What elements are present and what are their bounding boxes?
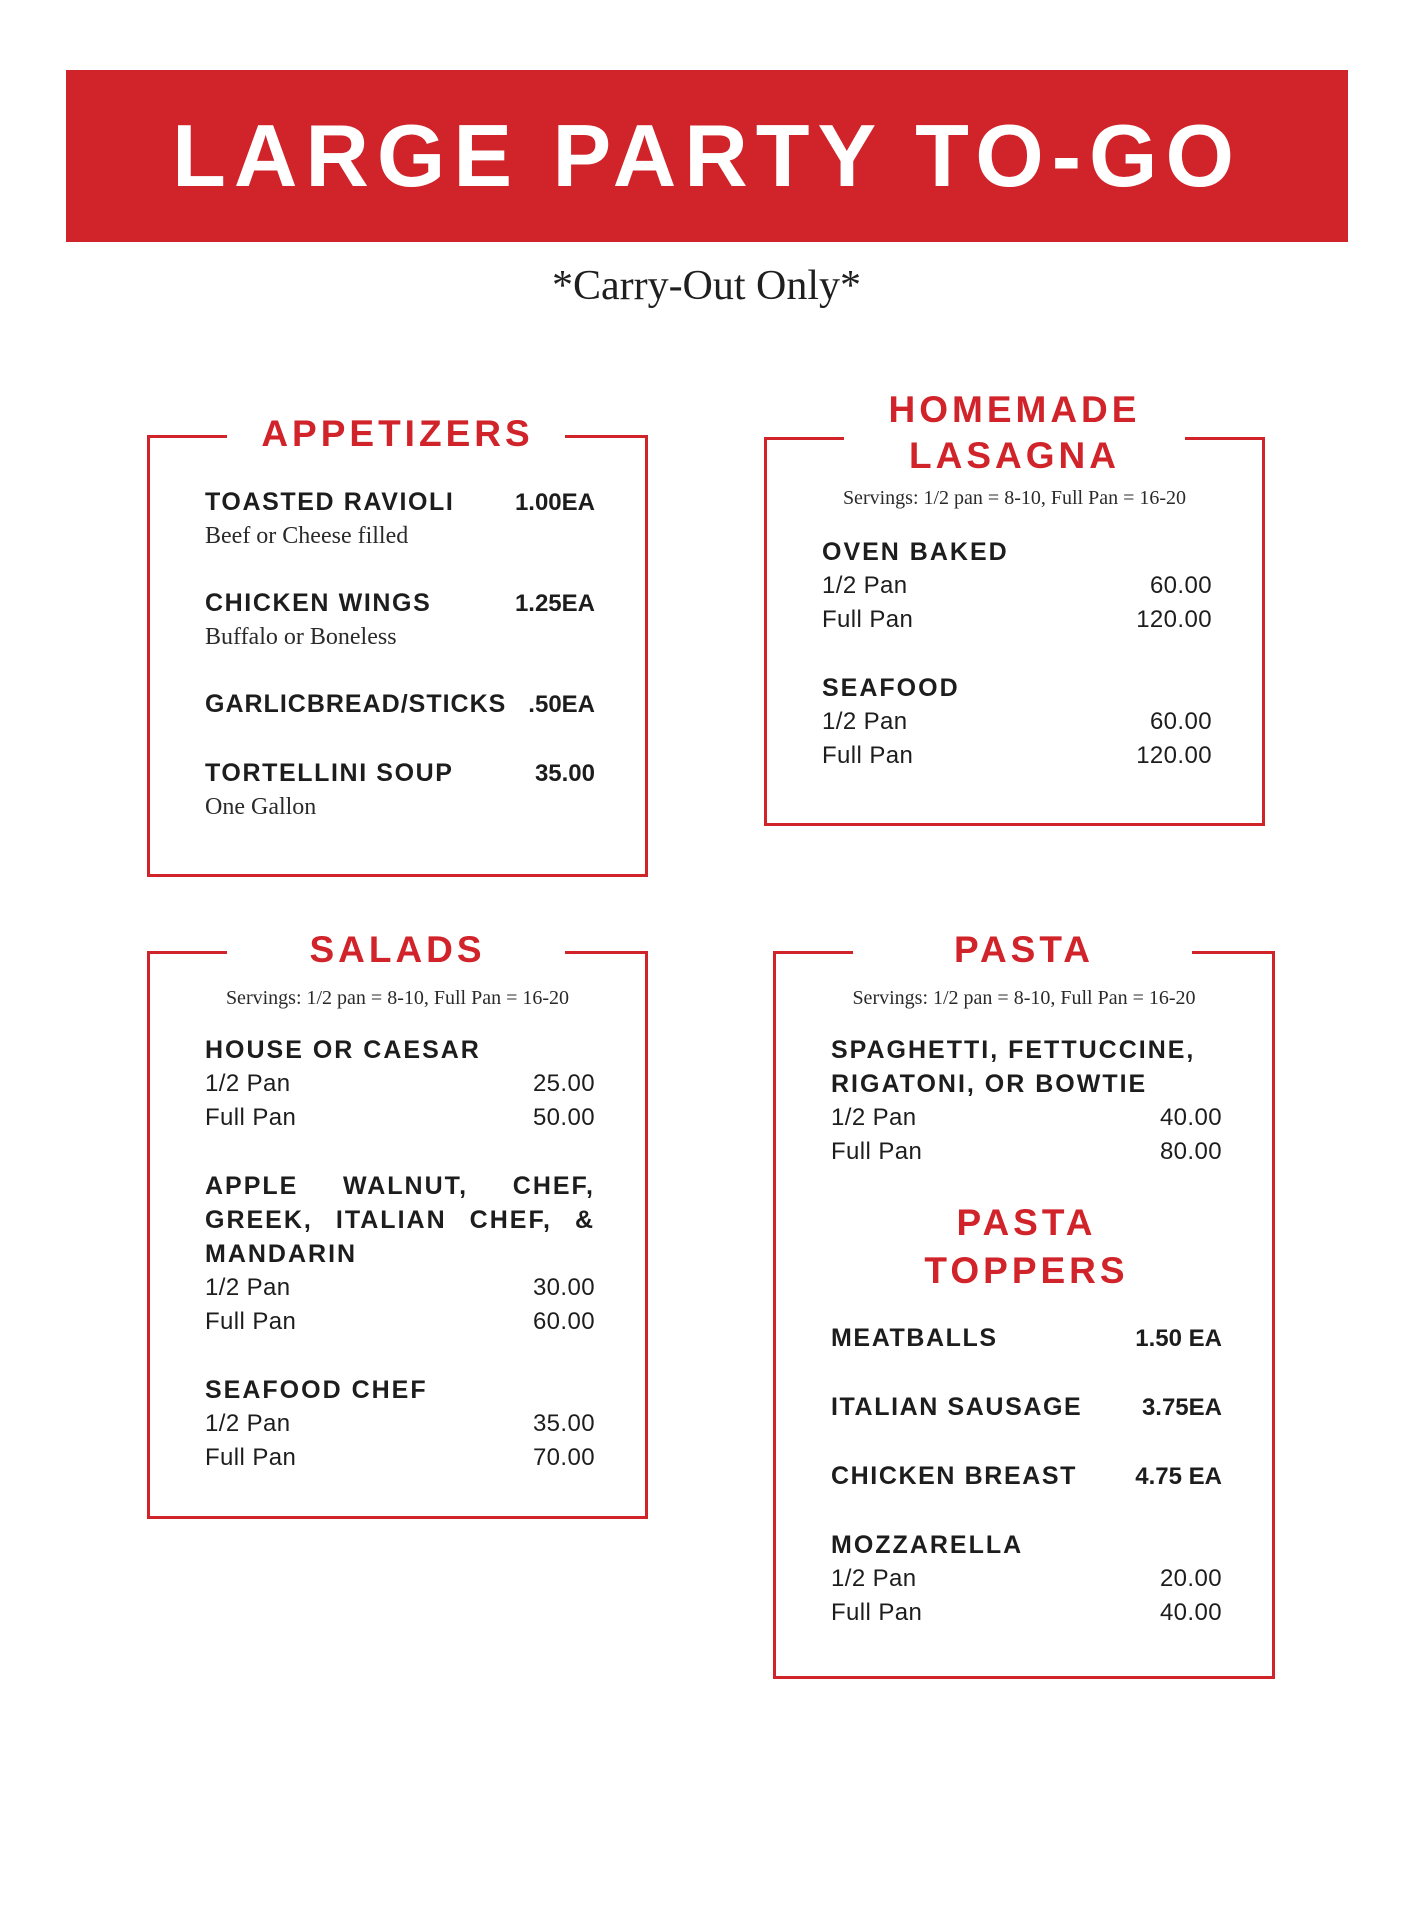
group-name-line2: RIGATONI, OR BOWTIE <box>831 1070 1148 1098</box>
item-name: CHICKEN BREAST <box>831 1462 1078 1490</box>
half-pan-label: 1/2 Pan <box>822 708 908 735</box>
full-pan-label: Full Pan <box>831 1138 923 1165</box>
lasagna-title <box>767 387 1262 479</box>
menu-group <box>205 1373 595 1475</box>
item-description: Buffalo or Boneless <box>205 624 397 650</box>
item-name: MEATBALLS <box>831 1324 998 1352</box>
servings-note: Servings: 1/2 pan = 8-10, Full Pan = 16-20 <box>842 487 1187 509</box>
full-pan-price: 60.00 <box>532 1308 595 1335</box>
full-pan-label: Full Pan <box>822 742 914 769</box>
item-name: GARLICBREAD/STICKS <box>205 690 507 718</box>
menu-item <box>831 1321 1222 1356</box>
full-pan-label: Full Pan <box>205 1444 297 1471</box>
full-pan-label: Full Pan <box>205 1308 297 1335</box>
group-name: MOZZARELLA <box>831 1531 1024 1559</box>
item-description: One Gallon <box>205 794 317 820</box>
header-banner <box>66 70 1348 242</box>
salads-section <box>147 929 648 1519</box>
menu-group <box>205 1033 595 1135</box>
menu-item <box>831 1459 1222 1494</box>
half-pan-label: 1/2 Pan <box>831 1104 917 1131</box>
full-pan-price: 120.00 <box>1136 742 1212 769</box>
servings-note: Servings: 1/2 pan = 8-10, Full Pan = 16-20 <box>852 987 1196 1009</box>
item-name: CHICKEN WINGS <box>205 589 432 617</box>
half-pan-price: 60.00 <box>1149 572 1212 599</box>
full-pan-price: 80.00 <box>1159 1138 1222 1165</box>
item-price: 1.50 EA <box>1135 1325 1222 1352</box>
menu-item <box>831 1390 1222 1425</box>
full-pan-price: 70.00 <box>532 1444 595 1471</box>
menu-group <box>822 535 1212 637</box>
item-price: 3.75EA <box>1141 1394 1222 1421</box>
menu-item <box>205 586 595 653</box>
group-name: OVEN BAKED <box>822 538 1009 566</box>
appetizers-title: APPETIZERS <box>261 413 534 454</box>
full-pan-price: 120.00 <box>1136 606 1212 633</box>
menu-group <box>822 671 1212 773</box>
menu-item <box>205 756 595 823</box>
full-pan-price: 40.00 <box>1159 1599 1222 1626</box>
full-pan-label: Full Pan <box>822 606 914 633</box>
item-description: Beef or Cheese filled <box>205 523 409 549</box>
full-pan-price: 50.00 <box>532 1104 595 1131</box>
half-pan-label: 1/2 Pan <box>831 1565 917 1592</box>
menu-item <box>205 687 595 722</box>
item-name: TORTELLINI SOUP <box>205 759 454 787</box>
half-pan-label: 1/2 Pan <box>205 1410 291 1437</box>
item-name: ITALIAN SAUSAGE <box>831 1393 1083 1421</box>
half-pan-price: 30.00 <box>532 1274 595 1301</box>
page-title: LARGE PARTY TO-GO <box>172 106 1242 205</box>
salads-title: SALADS <box>309 929 486 970</box>
page-subtitle: *Carry-Out Only* <box>551 263 862 309</box>
group-name: APPLE WALNUT, CHEF, GREEK, ITALIAN CHEF, & MANDARIN <box>205 1172 595 1268</box>
menu-group <box>205 1169 595 1339</box>
half-pan-label: 1/2 Pan <box>822 572 908 599</box>
item-price: 1.25EA <box>514 590 595 617</box>
item-price: 4.75 EA <box>1135 1463 1222 1490</box>
item-price: 35.00 <box>534 760 595 787</box>
half-pan-price: 25.00 <box>532 1070 595 1097</box>
group-name-line1: SPAGHETTI, FETTUCCINE, <box>831 1036 1196 1064</box>
menu-item <box>205 485 595 552</box>
full-pan-label: Full Pan <box>831 1599 923 1626</box>
group-name: SEAFOOD <box>822 674 960 702</box>
half-pan-price: 35.00 <box>532 1410 595 1437</box>
menu-group <box>831 1528 1222 1630</box>
appetizers-section <box>147 413 648 877</box>
pasta-section <box>773 929 1275 1679</box>
pasta-title: PASTA <box>954 929 1094 970</box>
pasta-toppers-title <box>831 1199 1222 1295</box>
half-pan-label: 1/2 Pan <box>205 1274 291 1301</box>
menu-group <box>831 1033 1222 1169</box>
lasagna-section <box>764 389 1265 826</box>
pasta-toppers-title-line1: PASTA <box>956 1202 1097 1243</box>
item-name: TOASTED RAVIOLI <box>205 488 455 516</box>
lasagna-title-line2: LASAGNA <box>909 435 1120 476</box>
servings-note: Servings: 1/2 pan = 8-10, Full Pan = 16-20 <box>225 987 570 1009</box>
pasta-toppers-title-line2: TOPPERS <box>924 1250 1129 1291</box>
half-pan-price: 20.00 <box>1159 1565 1222 1592</box>
half-pan-price: 60.00 <box>1149 708 1212 735</box>
half-pan-label: 1/2 Pan <box>205 1070 291 1097</box>
group-name: HOUSE OR CAESAR <box>205 1036 481 1064</box>
item-price: 1.00EA <box>514 489 595 516</box>
full-pan-label: Full Pan <box>205 1104 297 1131</box>
item-price: .50EA <box>528 691 595 718</box>
lasagna-title-line1: HOMEMADE <box>888 389 1141 430</box>
half-pan-price: 40.00 <box>1159 1104 1222 1131</box>
group-name: SEAFOOD CHEF <box>205 1376 428 1404</box>
